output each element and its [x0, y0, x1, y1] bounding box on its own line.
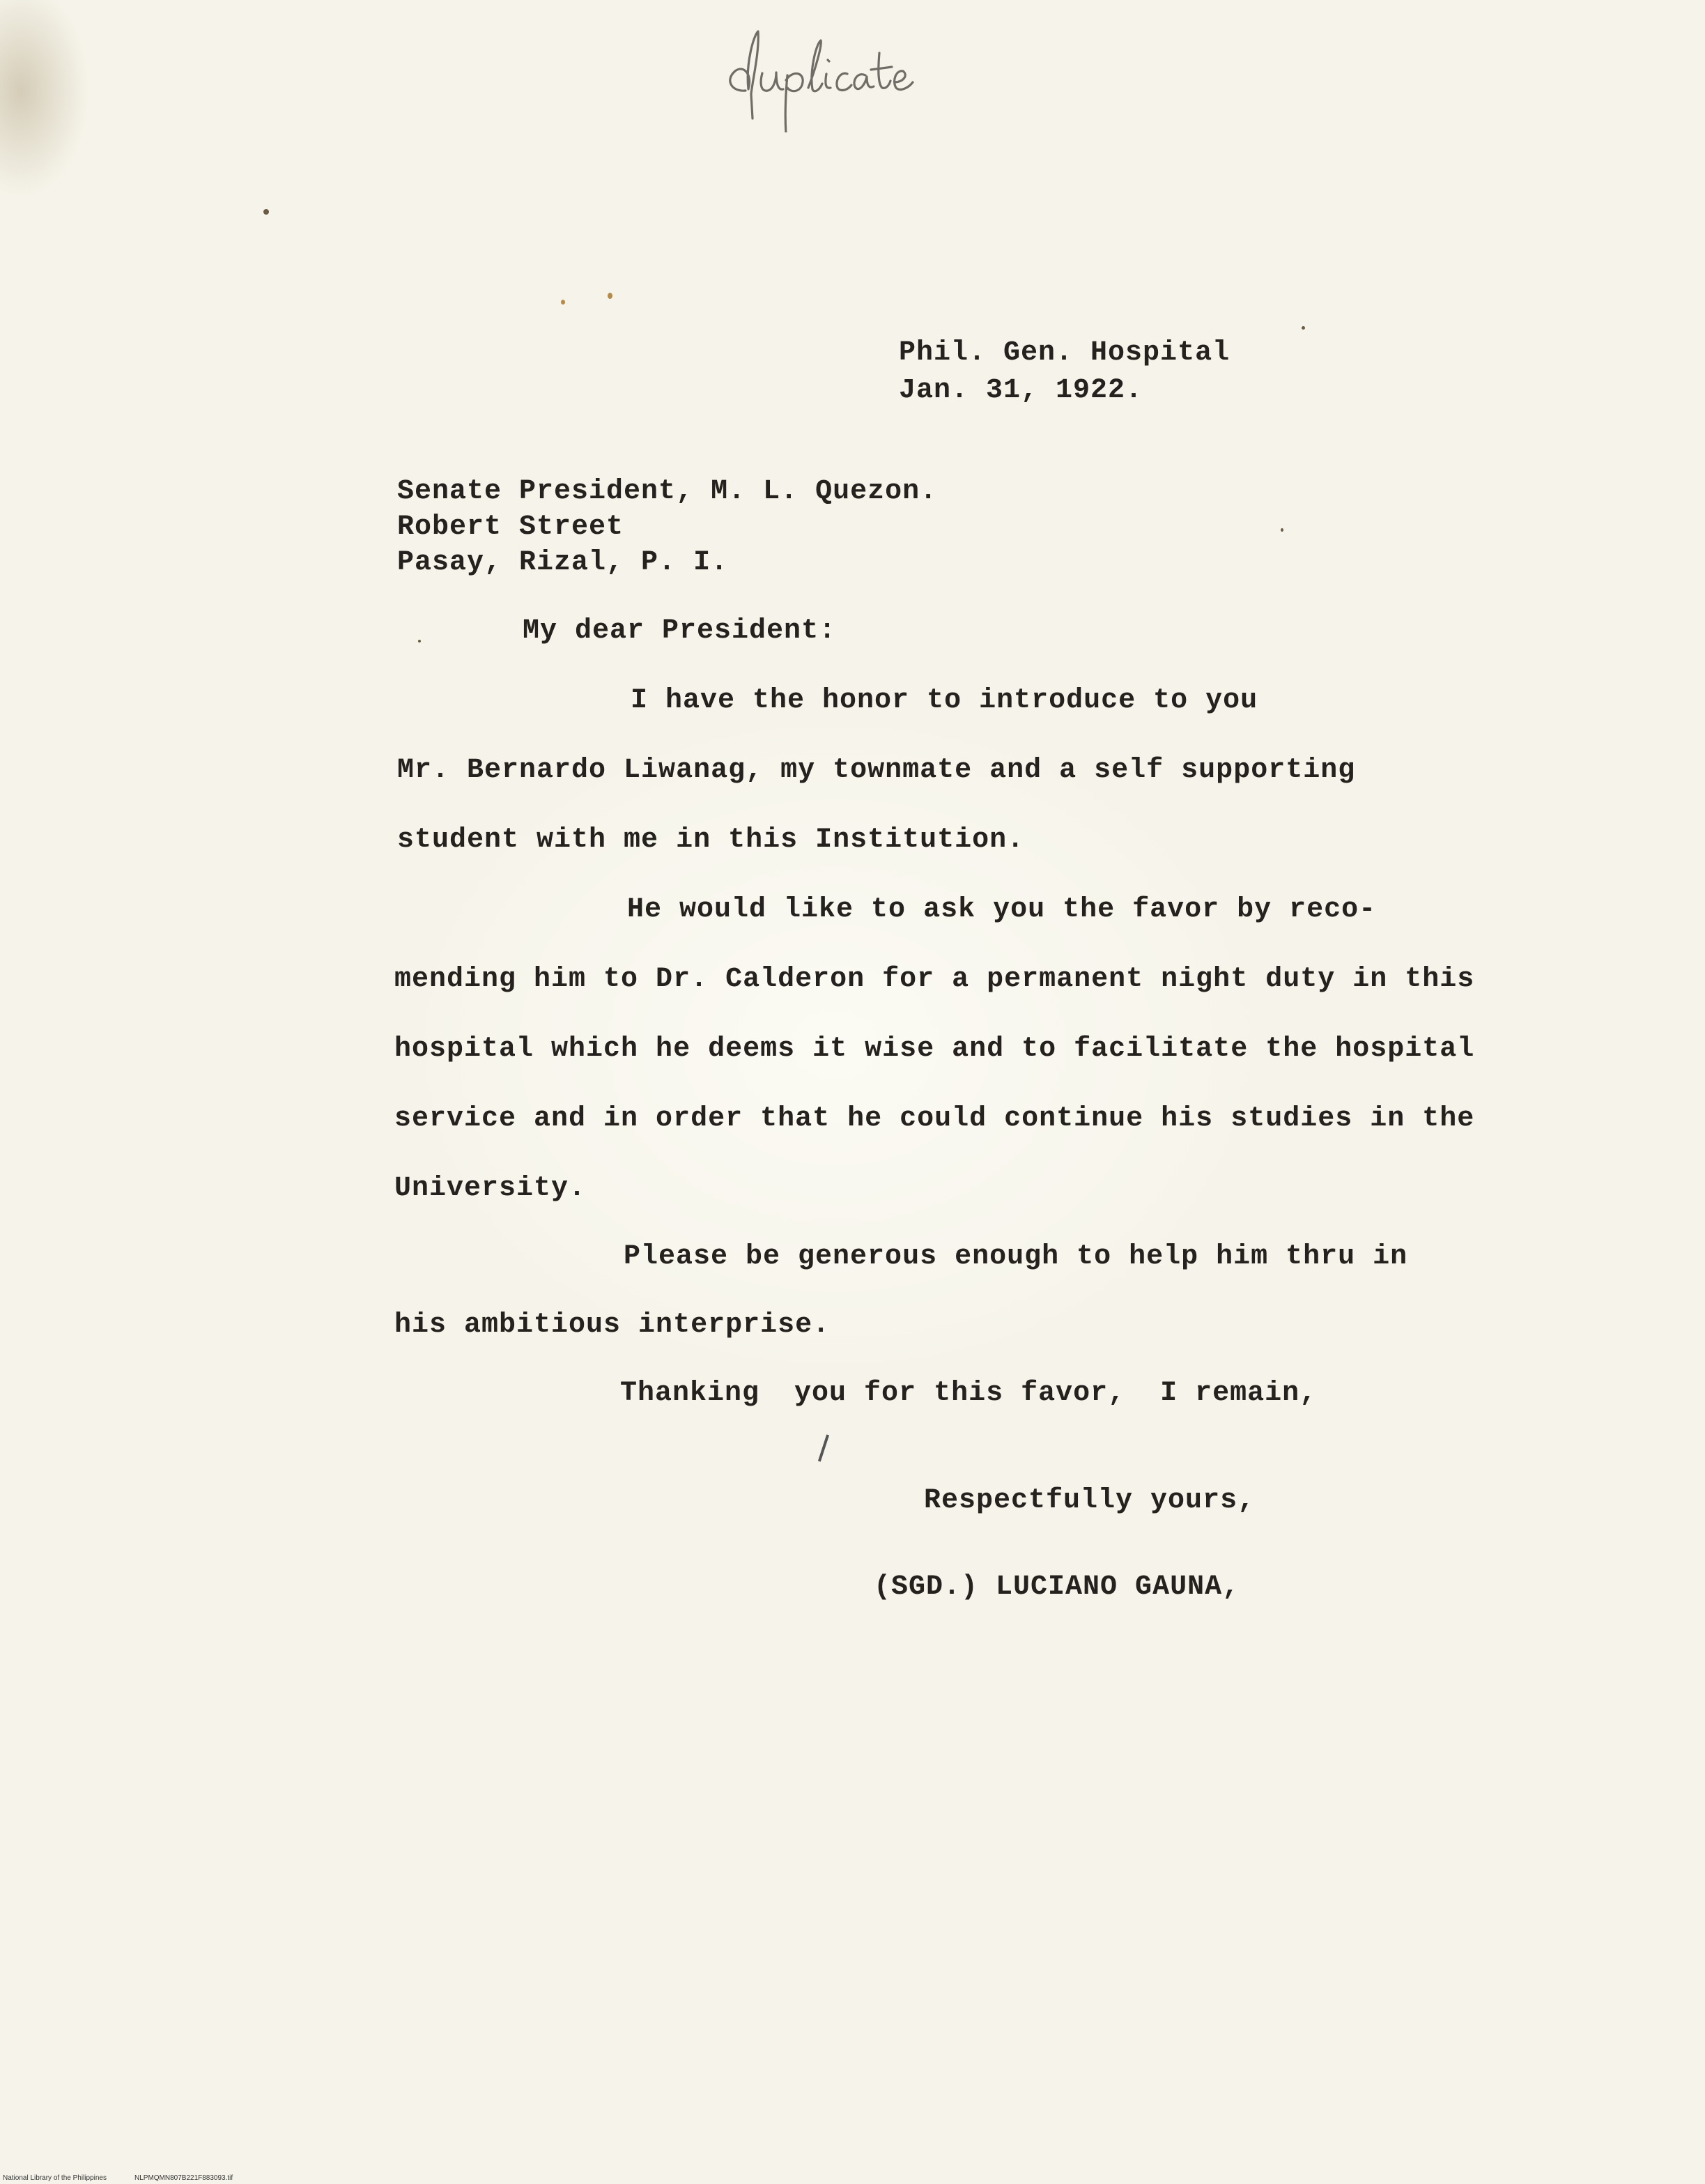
paper-speck — [263, 209, 269, 215]
recipient-line-1: Senate President, M. L. Quezon. — [397, 476, 938, 507]
body-line: He would like to ask you the favor by reco- — [627, 894, 1377, 925]
footer-archive: National Library of the Philippines — [3, 2174, 107, 2182]
body-line: Mr. Bernardo Liwanag, my townmate and a self supporting — [397, 755, 1356, 786]
closing: Respectfully yours, — [924, 1485, 1256, 1516]
handwriting-glyph — [704, 14, 920, 132]
body-line: service and in order that he could continue his studies in the — [394, 1103, 1475, 1135]
body-line: mending him to Dr. Calderon for a permanent night duty in this — [394, 964, 1475, 995]
footer-filename: NLPMQMN807B221F883093.tif — [134, 2174, 233, 2182]
pencil-mark — [818, 1434, 829, 1461]
header-date: Jan. 31, 1922. — [899, 375, 1143, 406]
recipient-line-2: Robert Street — [397, 512, 624, 543]
body-line: University. — [394, 1173, 587, 1204]
header-place: Phil. Gen. Hospital — [899, 337, 1230, 369]
recipient-line-3: Pasay, Rizal, P. I. — [397, 547, 729, 578]
paper-speck — [1281, 528, 1283, 532]
salutation: My dear President: — [523, 615, 837, 647]
scan-footer — [3, 2174, 261, 2183]
handwritten-duplicate-note — [704, 14, 920, 132]
body-line: Thanking you for this favor, I remain, — [620, 1378, 1318, 1409]
paper-speck — [608, 293, 612, 299]
body-line: Please be generous enough to help him thru in — [624, 1241, 1408, 1272]
body-line: student with me in this Institution. — [397, 824, 1025, 856]
body-line: hospital which he deems it wise and to facilitate the hospital — [394, 1033, 1475, 1065]
body-line: his ambitious interprise. — [394, 1309, 831, 1341]
paper-speck — [561, 300, 565, 305]
paper-speck — [1302, 326, 1305, 330]
body-line: I have the honor to introduce to you — [631, 685, 1258, 716]
signature: (SGD.) LUCIANO GAUNA, — [874, 1571, 1240, 1603]
paper-speck — [418, 640, 421, 643]
